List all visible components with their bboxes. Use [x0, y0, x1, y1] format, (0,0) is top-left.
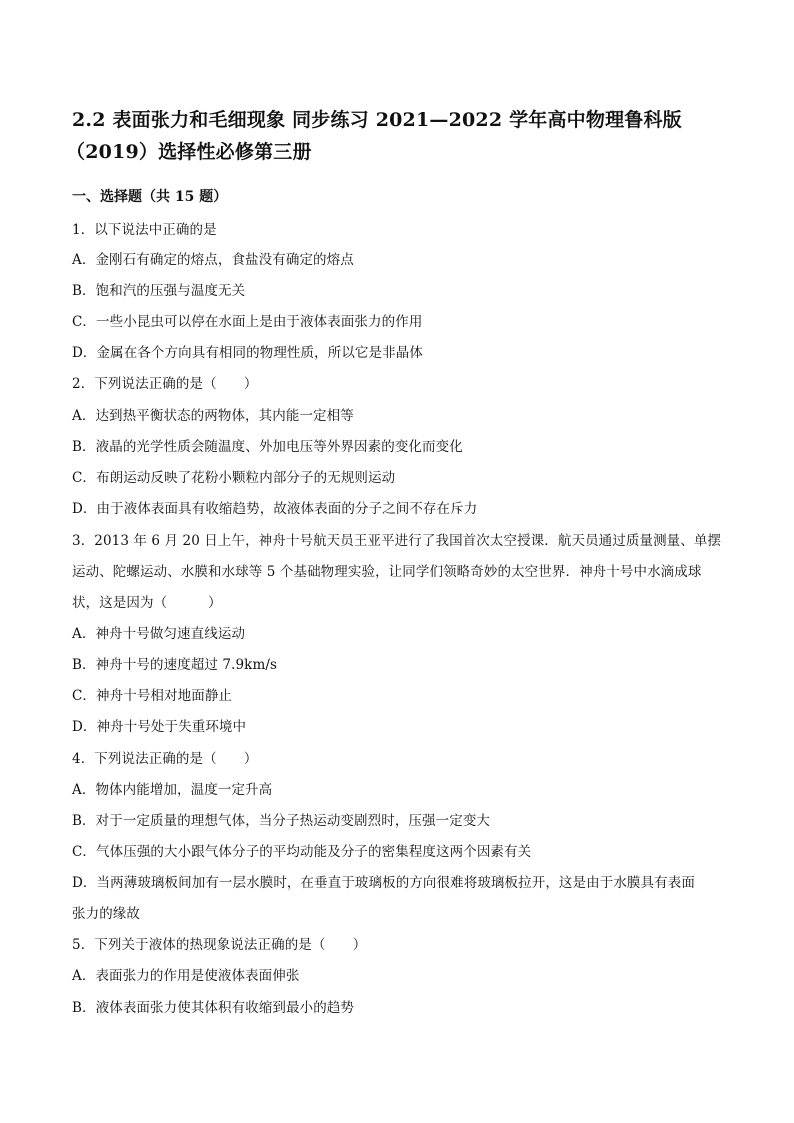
document-title [66, 104, 732, 168]
question-1-option-a: A．金刚石有确定的熔点，食盐没有确定的熔点 [72, 252, 354, 268]
question-4-stem: 4．下列说法正确的是（ ） [72, 751, 258, 767]
question-2-option-c: C．布朗运动反映了花粉小颗粒内部分子的无规则运动 [72, 470, 396, 486]
question-4-option-d-line-2: 张力的缘故 [72, 906, 140, 922]
title-line-2: （2019）选择性必修第三册 [66, 141, 312, 163]
title-line-1: 2.2 表面张力和毛细现象 同步练习 2021—2022 学年高中物理鲁科版 [72, 109, 682, 131]
question-3-stem-line-3: 状，这是因为（ ） [72, 595, 222, 611]
question-3-option-b: B．神舟十号的速度超过 7.9km/s [72, 657, 278, 673]
question-5-option-a: A．表面张力的作用是使液体表面伸张 [72, 968, 300, 984]
question-2-stem: 2．下列说法正确的是（ ） [72, 376, 258, 392]
question-3-option-c: C．神舟十号相对地面静止 [72, 688, 233, 704]
question-1-option-c: C．一些小昆虫可以停在水面上是由于液体表面张力的作用 [72, 314, 423, 330]
question-5-option-b: B．液体表面张力使其体积有收缩到最小的趋势 [72, 1000, 355, 1016]
section-heading: 一、选择题（共 15 题） [72, 189, 228, 205]
question-1-option-d: D．金属在各个方向具有相同的物理性质，所以它是非晶体 [72, 345, 423, 361]
question-1-stem: 1．以下说法中正确的是 [72, 222, 217, 238]
question-3-stem-line-2: 运动、陀螺运动、水膜和水球等 5 个基础物理实验，让同学们领略奇妙的太空世界．神舟十号中水滴成球 [72, 564, 702, 580]
question-2-option-b: B．液晶的光学性质会随温度、外加电压等外界因素的变化而变化 [72, 439, 463, 455]
question-5-stem: 5．下列关于液体的热现象说法正确的是（ ） [72, 937, 367, 953]
question-3-option-a: A．神舟十号做匀速直线运动 [72, 626, 246, 642]
question-4-option-d-line-1: D．当两薄玻璃板间加有一层水膜时，在垂直于玻璃板的方向很难将玻璃板拉开，这是由于水膜具有表面 [72, 875, 695, 891]
question-2-option-a: A．达到热平衡状态的两物体，其内能一定相等 [72, 408, 354, 424]
question-1-option-b: B．饱和汽的压强与温度无关 [72, 283, 246, 299]
question-3-stem-line-1: 3．2013 年 6 月 20 日上午，神舟十号航天员王亚平进行了我国首次太空授课．航天员通过质量测量、单摆 [72, 533, 722, 549]
question-3-option-d: D．神舟十号处于失重环境中 [72, 719, 247, 735]
question-2-option-d: D．由于液体表面具有收缩趋势，故液体表面的分子之间不存在斥力 [72, 501, 478, 517]
question-4-option-b: B．对于一定质量的理想气体，当分子热运动变剧烈时，压强一定变大 [72, 813, 491, 829]
question-4-option-c: C．气体压强的大小跟气体分子的平均动能及分子的密集程度这两个因素有关 [72, 844, 532, 860]
question-4-option-a: A．物体内能增加，温度一定升高 [72, 782, 273, 798]
